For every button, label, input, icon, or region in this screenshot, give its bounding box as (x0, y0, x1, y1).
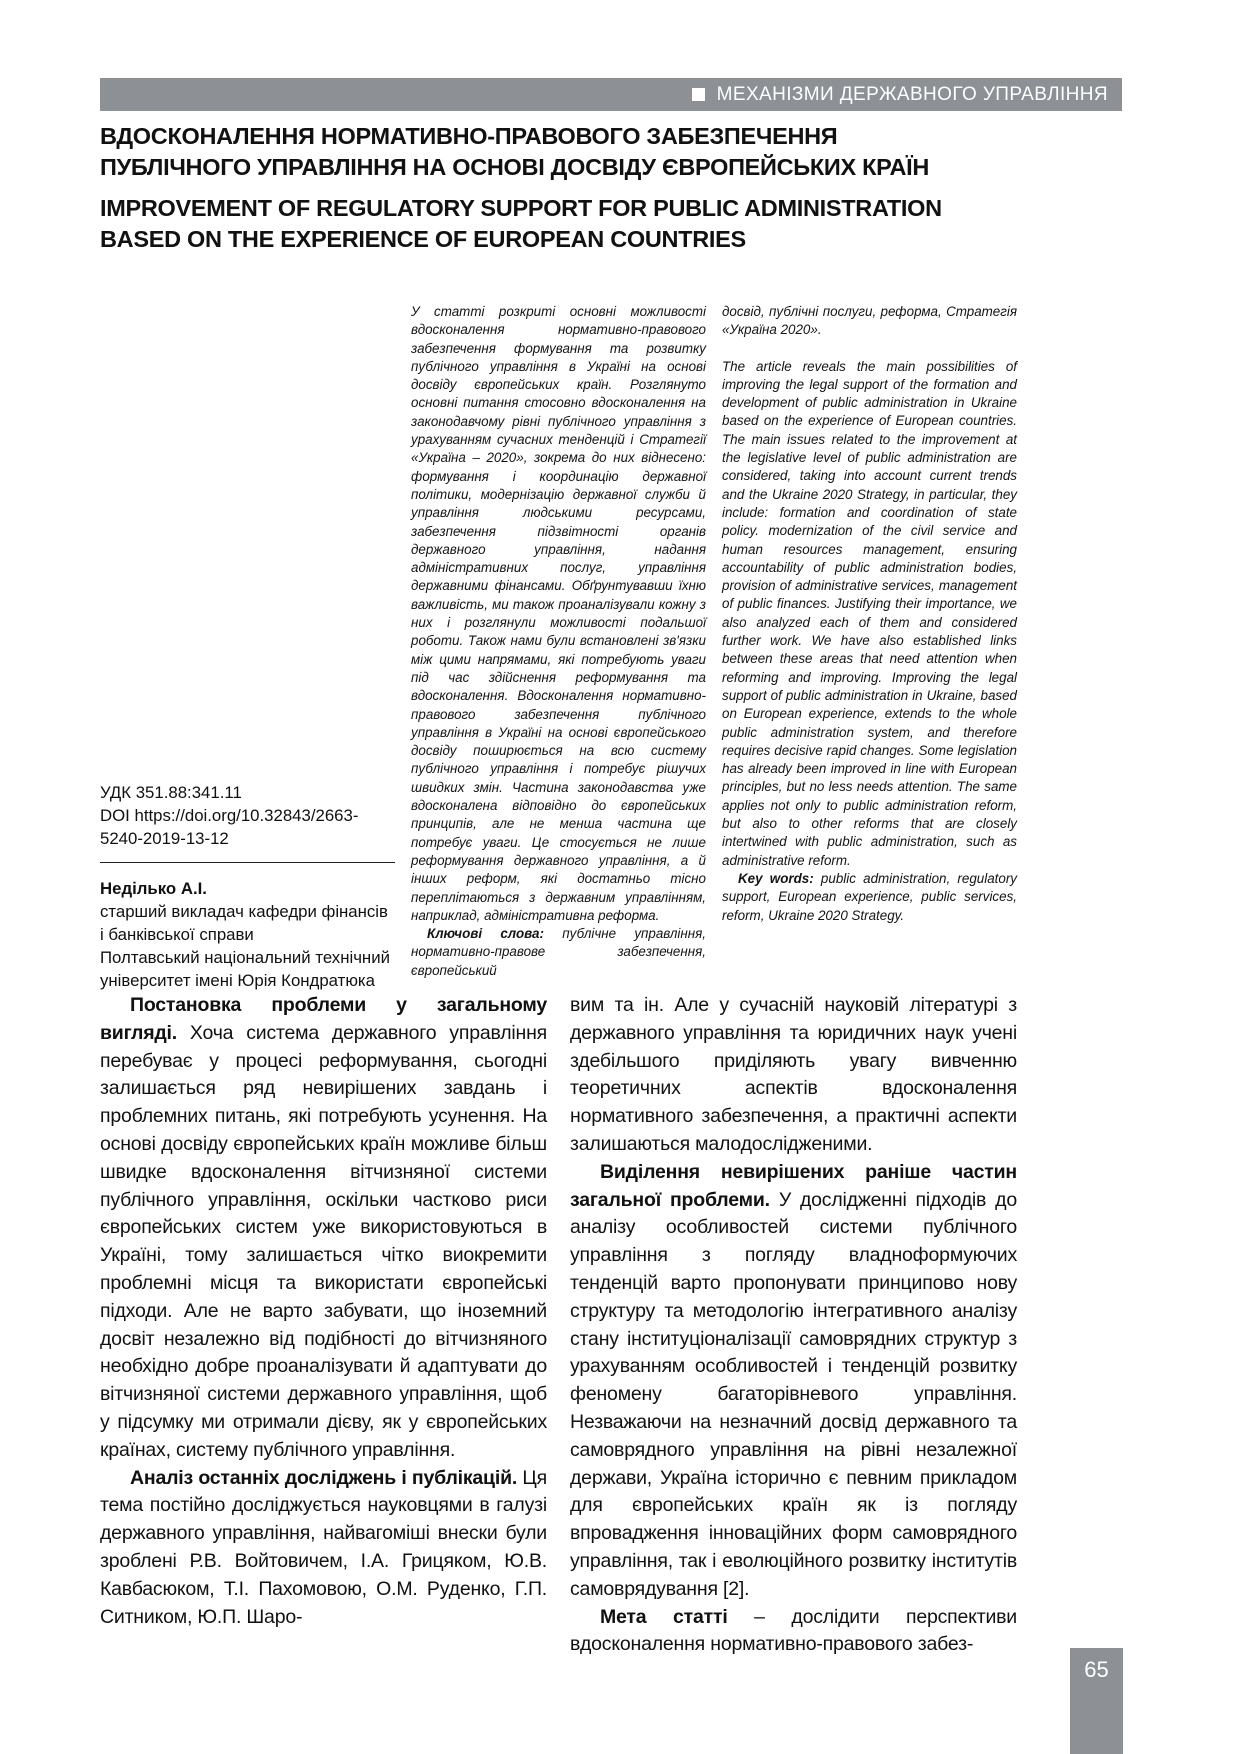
meta-divider (100, 862, 395, 863)
abstract-uk-column (411, 303, 706, 992)
body-column-left (100, 992, 547, 1659)
article-body (100, 992, 1017, 1659)
abstract-en-keywords (722, 870, 1017, 925)
article-title-en-line1: IMPROVEMENT OF REGULATORY SUPPORT FOR PUBLIC ADMINISTRATION (100, 195, 942, 221)
keywords-en: public administration, regulatory support, European experience, public services, reform, Ukraine 2020 Strategy. (722, 870, 1017, 923)
abstract-uk-keywords (411, 925, 706, 980)
paragraph-text: – дослідити перспективи вдосконалення нормативно-правового забез- (570, 1605, 1018, 1656)
author-affiliation: Полтавський національний технічний університет імені Юрія Кондратюка (100, 948, 390, 990)
meta-column (100, 303, 395, 992)
author-name: Неділько А.І. (100, 879, 207, 898)
section-marker-icon (692, 88, 705, 101)
body-column-right (570, 992, 1017, 1659)
paragraph-lead: Виділення невирішених раніше частин загальної проблеми. (570, 1160, 1017, 1211)
keywords-uk-part2: досвід, публічні послуги, реформа, Стратегія «Україна 2020». (722, 304, 1017, 338)
page-number: 65 (1070, 1648, 1123, 1754)
abstract-en-column (722, 303, 1017, 992)
article-title-uk-line1: ВДОСКОНАЛЕННЯ НОРМАТИВНО-ПРАВОВОГО ЗАБЕЗПЕЧЕННЯ (100, 123, 838, 149)
keywords-label-uk: Ключові слова: (427, 926, 544, 942)
paragraph-lead: Мета статті (600, 1605, 728, 1628)
udc-code: УДК 351.88:341.11 (100, 783, 242, 802)
keywords-label-en: Key words: (738, 870, 814, 886)
paragraph-text: Ця тема постійно досліджується науковцями в галузі державного управління, найвагоміші внески були зроблені Р.В. Войтовичем, І.А. Грицяком, Ю.В. Кавбасюком, Т.І. Пахомовою, О.М. Руденко, Г.П. Ситником, Ю.П. Шаро- (100, 1466, 547, 1628)
doi-text: DOI https://doi.org/10.32843/2663-5240-2019-13-12 (100, 806, 359, 848)
abstract-uk-text: У статті розкриті основні можливості вдосконалення нормативно-правового забезпечення формування та розвитку публічного управління в Україні на основі досвіду європейських країн. Розглянуто основні питання стосовно вдосконалення на законодавчому рівні публічного управління з урахуванням сучасних тенденцій і Стратегії «Україна – 2020», зокрема до них віднесено: формування і координацію державної політики, модернізацію державної служби й управління людськими ресурсами, забезпечення підзвітності органів державного управління, надання адміністративних послуг, управління державними фінансами. Обґрунтувавши їхню важливість, ми також проаналізували кожну з них і розглянули можливості подальшої роботи. Також нами були встановлені зв'язки між цими напрямами, які потребують уваги під час здійснення реформування та вдосконалення. Вдосконалення нормативно-правового забезпечення публічного управління в Україні на основі європейського досвіду поширюється на всю систему публічного управління і потребує рішучих швидких змін. Частина законодавства уже вдосконалена відповідно до європейських принципів, але не менша частина ще потребує уваги. Це стосується не лише реформування державного управління, а й інших реформ, які достатньо тісно переплітаються з державним управлінням, наприклад, адміністративна реформа. (411, 304, 706, 923)
article-title-uk (100, 121, 1060, 183)
paragraph-text: Хоча система державного управління перебуває у процесі реформування, сьогодні залишається ряд невирішених завдань і проблемних питань, які потребують усунення. На основі досвіду європейських країн можливе більш швидке вдосконалення вітчизняної системи публічного управління, оскільки частково риси європейських систем уже використовуються в Україні, тому залишається чітко виокремити проблемні місця та використати європейські підходи. Але не варто забувати, що іноземний досвіт незалежно від подібності до вітчизняного необхідно добре проаналізувати й адаптувати до вітчизняної системи державного управління, щоб у підсумку ми отримали дієву, як у європейських країнах, систему публічного управління. (100, 1021, 547, 1461)
paragraph-unsolved-parts (570, 1159, 1017, 1604)
paragraph-text: У дослідженні підходів до аналізу особливостей системи публічного управління з погляду владноформуючих тенденцій варто пропонувати принципово нову структуру та методологію інтегративного аналізу стану інституціоналізації самоврядних структур з урахуванням особливостей і тенденцій розвитку феномену багаторівневого управління. Незважаючи на незначний досвід державного та самоврядного управління на рівні незалежної держави, Україна історично є певним прикладом для європейських країн як із погляду впровадження інноваційних форм самоврядного управління, так і еволюційного розвитку інститутів самоврядування [2]. (570, 1188, 1017, 1600)
meta-block (100, 781, 395, 992)
paragraph-lead: Аналіз останніх досліджень і публікацій. (130, 1466, 518, 1489)
paragraph-text: вим та ін. Але у сучасній науковій літературі з державного управління та юридичних наук учені здебільшого приділяють увагу вивченню теоретичних аспектів вдосконалення нормативного забезпечення, а практичні аспекти залишаються малодослідженими. (570, 994, 1017, 1155)
paragraph-continuation (570, 992, 1017, 1159)
article-title-uk-line2: ПУБЛІЧНОГО УПРАВЛІННЯ НА ОСНОВІ ДОСВІДУ ЄВРОПЕЙСЬКИХ КРАЇН (100, 154, 930, 180)
abstract-section (100, 303, 1017, 992)
paragraph-article-goal (570, 1604, 1017, 1660)
author-position: старший викладач кафедри фінансів і банківської справи (100, 902, 388, 944)
abstract-en-text: The article reveals the main possibilities of improving the legal support of the formation and development of public administration in Ukraine based on the experience of European countries. The main issues related to the improvement at the legislative level of public administration are considered, taking into account current trends and the Ukraine 2020 Strategy, in particular, they include: formation and coordination of state policy. modernization of the civil service and human resources management, ensuring accountability of public administration bodies, provision of administrative services, management of public finances. Justifying their importance, we also analyzed each of them and considered further work. We have also established links between these areas that need attention when reforming and improving. Improving the legal support of public administration in Ukraine, based on European experience, extends to the whole public administration system, and therefore requires decisive rapid changes. Some legislation has already been improved in line with European principles, but no less needs attention. The same applies not only to public administration reform, but also to other reforms that are closely intertwined with public administration, such as administrative reform. (722, 358, 1017, 868)
article-title-en-line2: BASED ON THE EXPERIENCE OF EUROPEAN COUNTRIES (100, 226, 746, 252)
header-band (100, 78, 1122, 111)
paragraph-recent-research (100, 1465, 547, 1632)
keywords-uk-part1: публічне управління, нормативно-правове забезпечення, європейський (411, 926, 706, 978)
paragraph-problem-statement (100, 992, 547, 1465)
article-title-en (100, 193, 1060, 255)
section-label: МЕХАНІЗМИ ДЕРЖАВНОГО УПРАВЛІННЯ (716, 83, 1108, 105)
paragraph-lead: Постановка проблеми у загальному вигляді. (100, 994, 547, 1044)
